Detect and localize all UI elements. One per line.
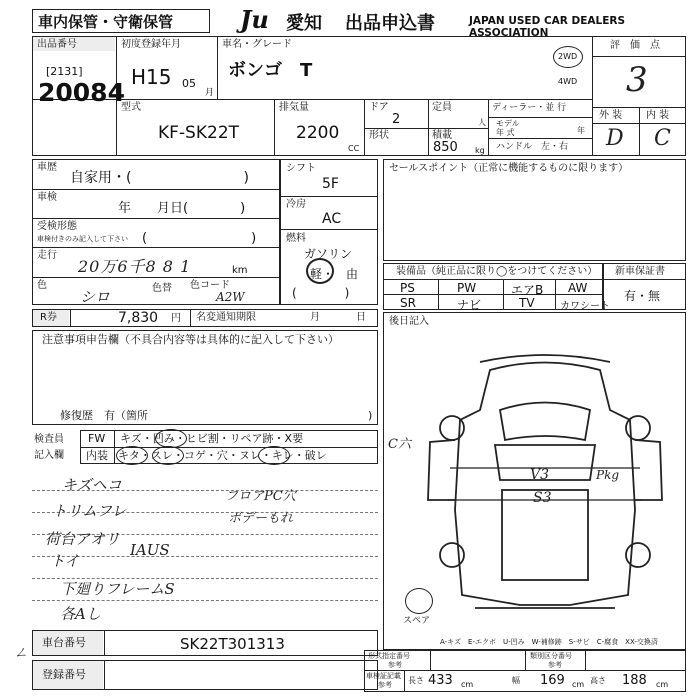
note-line-3: 荷台アオリ bbox=[45, 530, 120, 548]
note-line-2: トリムフレ bbox=[52, 502, 127, 520]
length-unit: cm bbox=[461, 680, 474, 689]
interior-grade: C bbox=[654, 126, 671, 151]
reg-era: H15 bbox=[131, 65, 172, 89]
note-line-6: 各Aし bbox=[60, 605, 101, 623]
damage-legend: A-キズ E-エクボ U-凹み W-補修跡 S-サビ C-腐食 XX-交換済 bbox=[440, 638, 658, 646]
equip-airbag: エアB bbox=[511, 283, 544, 297]
handle-label: ハンドル 左・右 bbox=[496, 142, 569, 152]
receipt-value: ( ) bbox=[142, 231, 257, 246]
door-value: 2 bbox=[392, 112, 401, 127]
inspection-value: 年 月日( ) bbox=[118, 201, 246, 216]
chassis-label: 車台番号 bbox=[42, 636, 86, 649]
fuel-value: ガソリン bbox=[304, 247, 353, 261]
length-value: 433 bbox=[428, 673, 453, 688]
color-code-handwritten: A2W bbox=[216, 290, 245, 304]
note-line-4: トイ bbox=[50, 552, 80, 570]
lot-sub: [2131] bbox=[46, 65, 83, 78]
mileage-unit: km bbox=[232, 265, 248, 276]
exterior-grade: D bbox=[606, 126, 624, 151]
interior-row-text: キタ・スレ・コゲ・穴・ヌレ・キレ・破レ bbox=[118, 449, 327, 462]
int-sure-circle bbox=[152, 446, 184, 465]
fw-text: キズ・凹み・ヒビ割・リペア跡・X要 bbox=[120, 432, 304, 445]
load-unit: kg bbox=[475, 146, 485, 155]
fuel-label: 燃料 bbox=[286, 233, 306, 244]
note-right-1: フロアPC穴 bbox=[225, 489, 296, 504]
mileage-handwritten: 20万6千8 8 1 bbox=[78, 257, 192, 276]
load-label: 積載 bbox=[432, 130, 452, 141]
sales-block bbox=[383, 159, 686, 261]
fw-hekomi-circle bbox=[155, 429, 187, 448]
dealer-label: ディーラー・並 行 bbox=[492, 103, 567, 113]
history-label: 車歴 bbox=[37, 162, 57, 173]
sales-label: セールスポイント（正常に機能するものに限ります） bbox=[389, 163, 629, 174]
mileage-label: 走行 bbox=[37, 250, 57, 261]
model-year-label2: 年 式 bbox=[496, 128, 515, 137]
receipt-label: 受検形態 bbox=[37, 221, 77, 232]
model-year-label: モデル bbox=[496, 119, 520, 128]
equip-aw: AW bbox=[568, 281, 588, 295]
equip-navi: ナビ bbox=[457, 298, 482, 312]
name-label: 車名・グレード bbox=[222, 39, 292, 50]
repair-close: ) bbox=[368, 409, 373, 422]
diagram-v3: V3 bbox=[530, 467, 550, 483]
drive-2wd-label: 2WD bbox=[558, 52, 578, 61]
ac-label: 冷房 bbox=[286, 199, 306, 210]
width-unit: cm bbox=[572, 680, 585, 689]
lot-number: 20084 bbox=[38, 78, 125, 107]
rear-label: 後日記入 bbox=[389, 316, 429, 327]
chassis-number: SK22T301313 bbox=[180, 635, 285, 653]
form-title: 出品申込書 bbox=[345, 13, 435, 34]
capacity-label: 定員 bbox=[432, 102, 452, 113]
width-label: 幅 bbox=[512, 676, 520, 685]
shape-label: 形状 bbox=[369, 130, 389, 141]
repair-label: 修復歴 有（箇所 bbox=[60, 409, 148, 422]
int-nure-circle bbox=[258, 446, 290, 465]
inspector-label: 検査員 bbox=[34, 434, 64, 445]
fuel-circle bbox=[306, 258, 334, 284]
owner-record-label: 車検証記載 bbox=[366, 672, 401, 680]
year-unit: 年 bbox=[577, 126, 585, 135]
exterior-label: 外 装 bbox=[599, 110, 623, 121]
note-edge-mark: ㄥ bbox=[14, 645, 28, 661]
shift-value: 5F bbox=[322, 176, 339, 192]
type-ref-label: 参考 bbox=[388, 661, 402, 669]
owner-ref-label: 参考 bbox=[378, 681, 392, 689]
score-label: 評 価 点 bbox=[610, 40, 660, 51]
history-value: 自家用・( ) bbox=[70, 170, 249, 186]
class-ref-label: 参考 bbox=[548, 661, 562, 669]
diagram-s3: S3 bbox=[533, 490, 552, 506]
warranty-value: 有・無 bbox=[624, 289, 661, 303]
spare-tire-icon bbox=[405, 588, 433, 614]
class-number-label: 類別区分番号 bbox=[530, 652, 572, 660]
displacement-value: 2200 bbox=[296, 123, 340, 143]
equip-ps: PS bbox=[400, 281, 415, 295]
note-right-2: ボデーもれ bbox=[228, 511, 294, 526]
car-name: ボンゴ T bbox=[228, 60, 313, 81]
recycle-unit: 円 bbox=[171, 313, 181, 324]
lot-label: 出品番号 bbox=[37, 39, 77, 50]
ju-logo: Ju bbox=[240, 5, 269, 34]
ac-value: AC bbox=[322, 211, 342, 227]
door-label: ドア bbox=[369, 102, 389, 113]
storage-label: 車内保管・守衛保管 bbox=[38, 13, 174, 31]
model-label: 型式 bbox=[121, 102, 141, 113]
equip-kawa-seat: カワシート bbox=[560, 301, 610, 312]
note-line-1: キズヘコ bbox=[62, 476, 122, 494]
recycle-label: R券 bbox=[40, 312, 57, 323]
shift-label: シフト bbox=[286, 163, 316, 174]
equip-tv: TV bbox=[519, 296, 535, 310]
length-label: 長さ bbox=[408, 676, 424, 685]
tax-day: 日 bbox=[356, 312, 366, 323]
reg-label: 初度登録年月 bbox=[121, 39, 181, 50]
note-line-5: 下廻りフレームS bbox=[60, 580, 175, 598]
load-value: 850 bbox=[433, 140, 458, 155]
fw-label: FW bbox=[88, 432, 106, 445]
displacement-unit: CC bbox=[348, 144, 360, 153]
color-label: 色 bbox=[37, 280, 47, 291]
score-value: 3 bbox=[626, 60, 648, 100]
reg-month: 05 bbox=[182, 77, 196, 90]
fuel-paren: ( ) bbox=[292, 286, 350, 300]
equip-label: 装備品（純正品に限り◯をつけてください） bbox=[396, 266, 598, 277]
height-value: 188 bbox=[622, 673, 647, 688]
type-number-label: 形式指定番号 bbox=[368, 652, 410, 660]
equip-pw: PW bbox=[457, 281, 477, 295]
caution-label: 注意事項申告欄（不具合内容等は具体的に記入して下さい） bbox=[42, 333, 339, 346]
int-kitanai-circle bbox=[116, 446, 148, 465]
capacity-unit: 人 bbox=[478, 118, 486, 127]
plate-label: 登録番号 bbox=[42, 668, 86, 681]
org-english: JAPAN USED CAR DEALERS ASSOCIATION bbox=[469, 15, 626, 39]
inspection-label: 車検 bbox=[37, 192, 57, 203]
org-name: 愛知 bbox=[286, 13, 322, 34]
diagram-c-mark: C六 bbox=[388, 437, 411, 452]
height-label: 高さ bbox=[590, 676, 606, 685]
spare-label: スペア bbox=[403, 616, 431, 626]
width-value: 169 bbox=[540, 673, 565, 688]
interior-row-label: 内装 bbox=[86, 449, 108, 462]
height-unit: cm bbox=[656, 680, 669, 689]
month-unit: 月 bbox=[205, 88, 215, 98]
tax-label: 名変通知期限 bbox=[196, 312, 256, 323]
interior-label: 内 装 bbox=[646, 110, 670, 121]
diagram-pks: Pkg bbox=[596, 468, 620, 482]
tax-month: 月 bbox=[310, 312, 320, 323]
recycle-value: 7,830 bbox=[118, 310, 159, 326]
drive-4wd-label: 4WD bbox=[558, 77, 578, 86]
equip-sr: SR bbox=[400, 296, 416, 310]
note-aus: IAUS bbox=[130, 541, 170, 559]
model-code: KF-SK22T bbox=[158, 123, 240, 143]
warranty-label: 新車保証書 bbox=[615, 266, 665, 277]
entry-label: 記入欄 bbox=[34, 450, 64, 461]
receipt-sub: 車検付きのみ記入して下さい bbox=[37, 235, 128, 243]
fuel-alt: 軽・ 由 bbox=[310, 267, 359, 281]
displacement-label: 排気量 bbox=[279, 102, 309, 113]
color-code-label: 色コード bbox=[190, 280, 230, 291]
color-handwritten: シロ bbox=[80, 288, 111, 306]
color-swap-label: 色替 bbox=[152, 283, 172, 294]
